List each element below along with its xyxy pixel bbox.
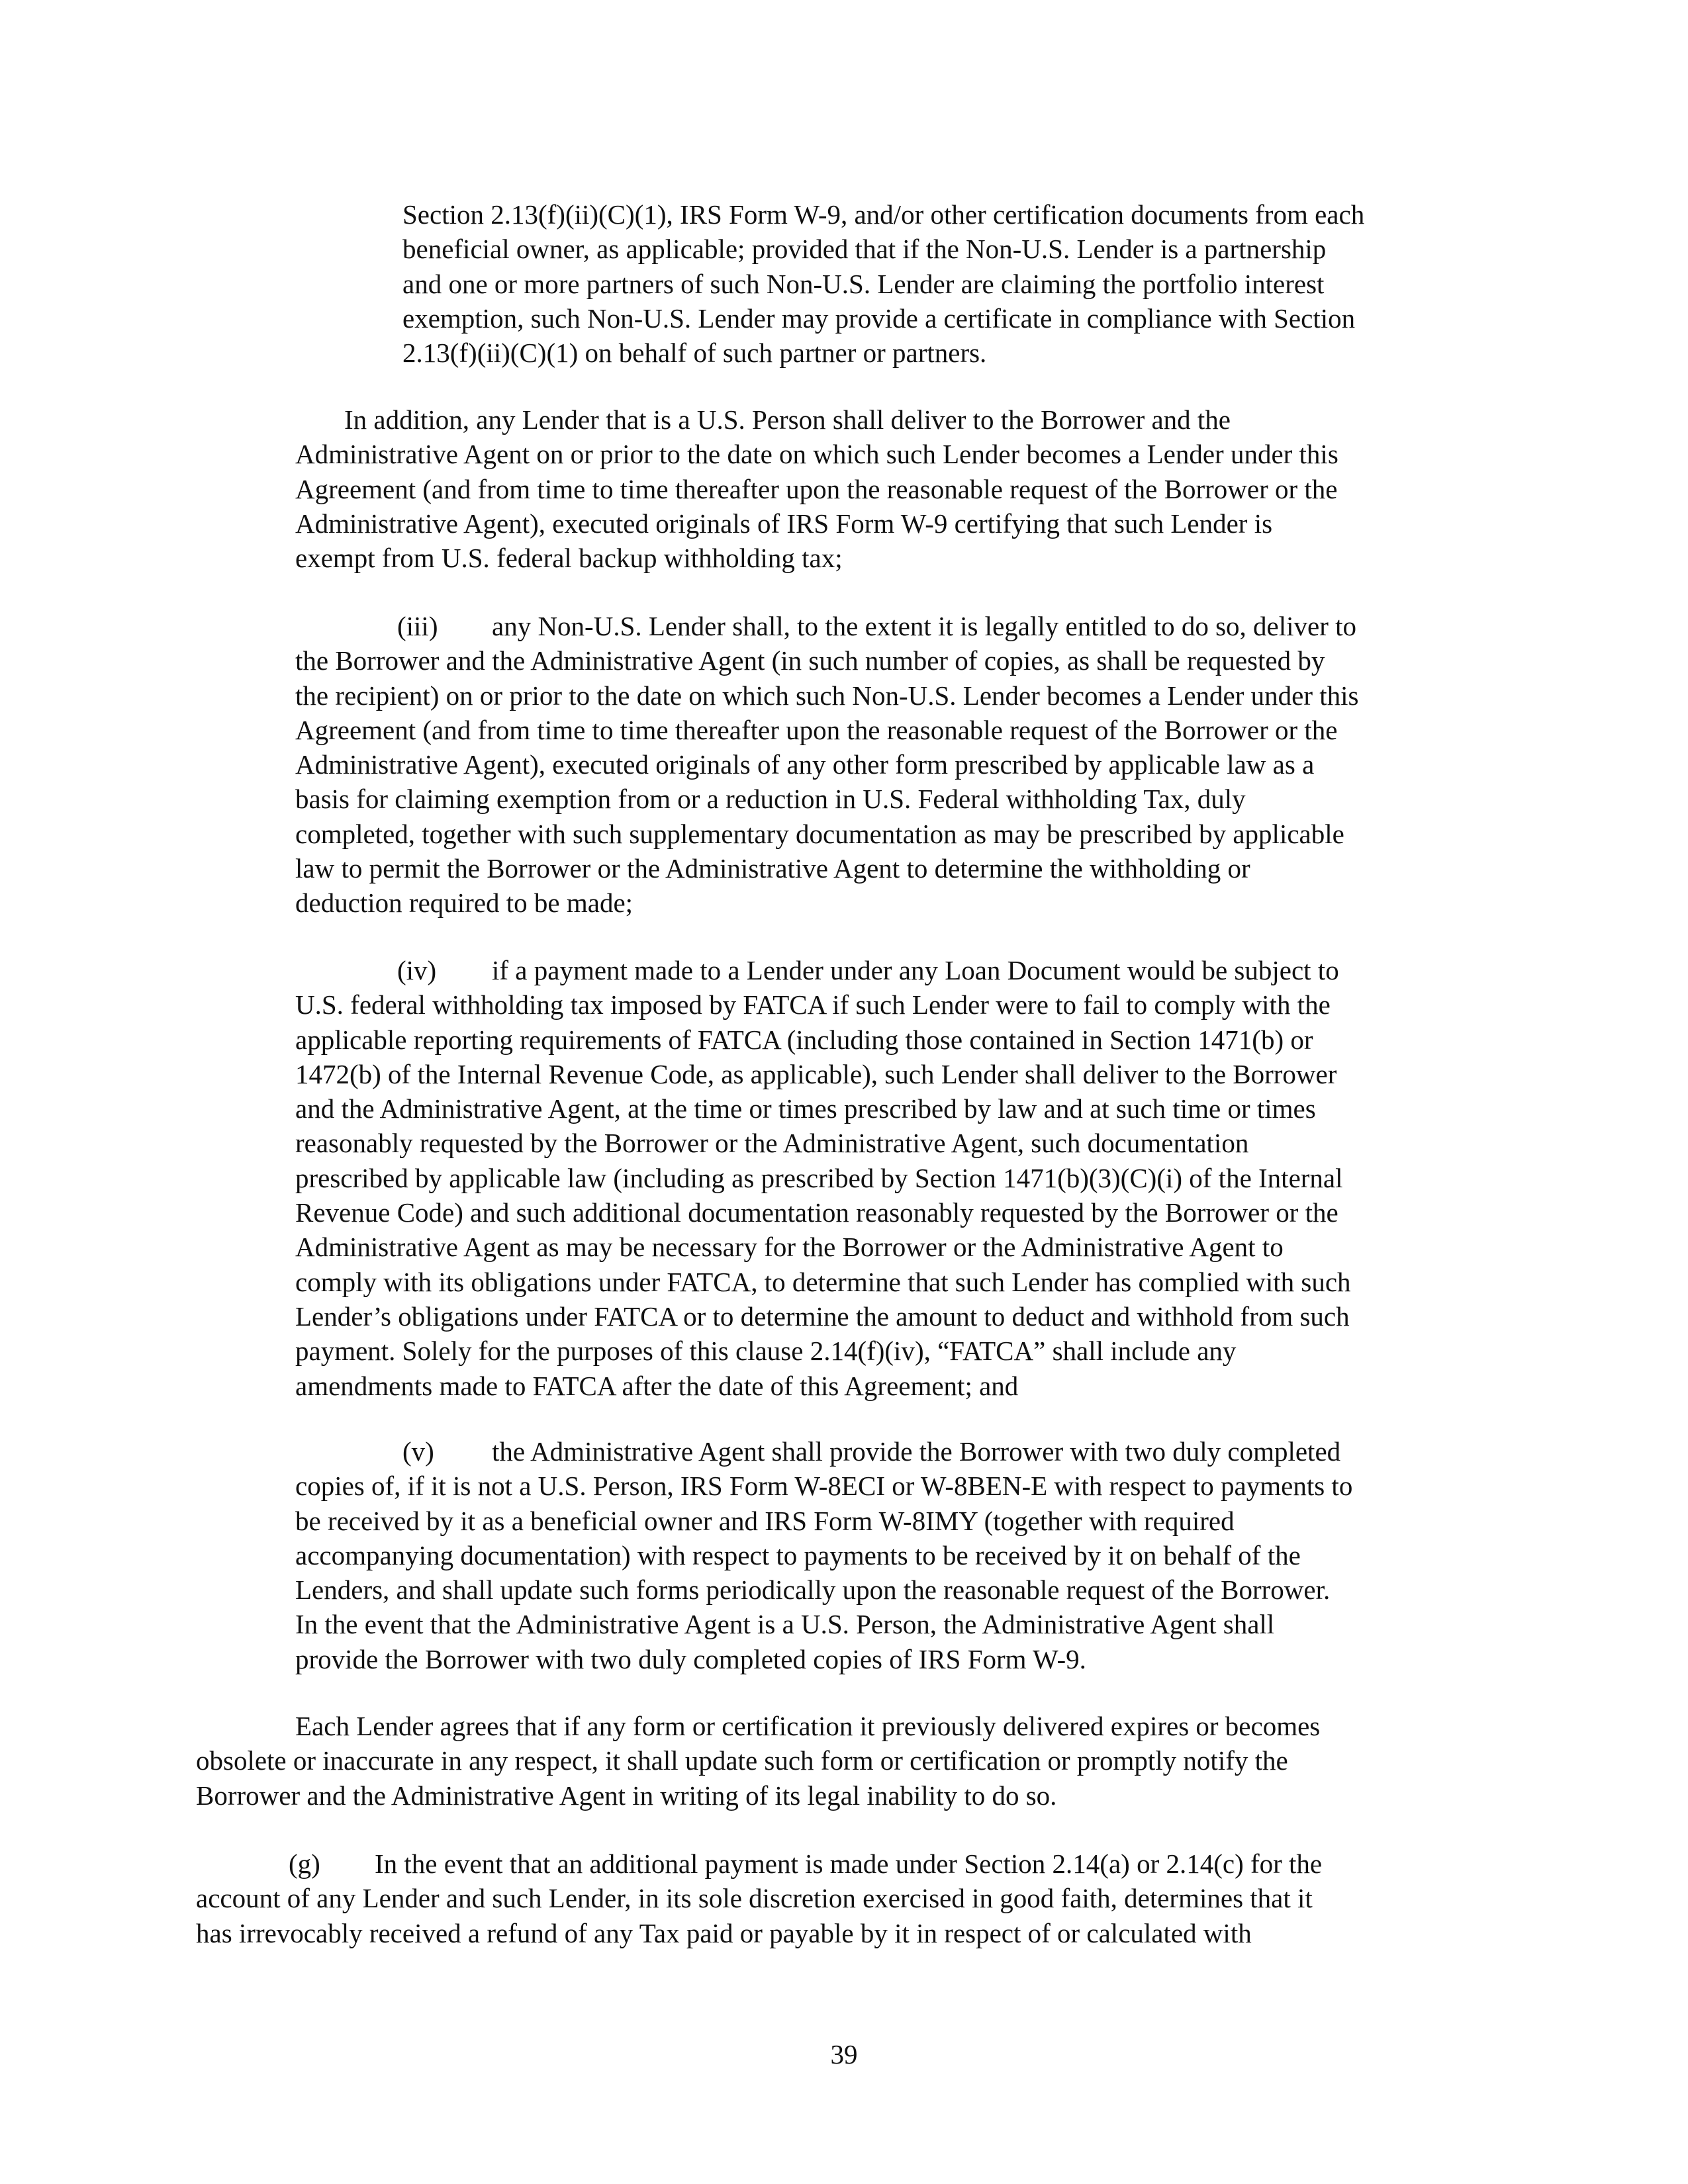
text-line: Administrative Agent on or prior to the date on which such Lender becomes a Lender under this xyxy=(295,439,1338,470)
text-line: be received by it as a beneficial owner and IRS Form W-8IMY (together with required xyxy=(295,1505,1235,1536)
text-line: copies of, if it is not a U.S. Person, IRS Form W-8ECI or W-8BEN-E with respect to payments to xyxy=(295,1471,1353,1502)
text-line: Administrative Agent), executed originals of IRS Form W-9 certifying that such Lender is xyxy=(295,508,1273,539)
clause-text: the Administrative Agent shall provide the Borrower with two duly completed xyxy=(492,1436,1341,1467)
text-line: In addition, any Lender that is a U.S. Person shall deliver to the Borrower and the xyxy=(344,404,1231,435)
text-line: Lenders, and shall update such forms periodically upon the reasonable request of the Borrower. xyxy=(295,1574,1331,1606)
text-line: Administrative Agent as may be necessary for the Borrower or the Administrative Agent to xyxy=(295,1232,1284,1263)
text-line: Section 2.13(f)(ii)(C)(1), IRS Form W-9, and/or other certification documents from each xyxy=(402,199,1365,230)
paragraph-continuation xyxy=(402,197,1364,370)
page-number: 39 xyxy=(830,2039,858,2070)
clause-text: if a payment made to a Lender under any Loan Document would be subject to xyxy=(492,955,1339,985)
clause-v xyxy=(295,1434,1352,1676)
text-line: 1472(b) of the Internal Revenue Code, as applicable), such Lender shall deliver to the Borrower xyxy=(295,1058,1337,1089)
text-line: amendments made to FATCA after the date of this Agreement; and xyxy=(295,1370,1019,1401)
text-line: Administrative Agent), executed originals of any other form prescribed by applicable law as a xyxy=(295,749,1315,780)
text-line: Borrower and the Administrative Agent in writing of its legal inability to do so. xyxy=(196,1780,1057,1811)
text-line: beneficial owner, as applicable; provided that if the Non-U.S. Lender is a partnership xyxy=(402,234,1327,265)
clause-text: In the event that an additional payment is made under Section 2.14(a) or 2.14(c) for the xyxy=(375,1848,1323,1879)
text-line: comply with its obligations under FATCA, to determine that such Lender has complied with such xyxy=(295,1266,1351,1297)
clause-iii xyxy=(295,609,1358,921)
text-line: applicable reporting requirements of FATCA (including those contained in Section 1471(b) or xyxy=(295,1024,1313,1055)
clause-number: (iii) xyxy=(397,611,438,641)
text-line: Agreement (and from time to time thereafter upon the reasonable request of the Borrower or the xyxy=(295,473,1338,504)
text-line: deduction required to be made; xyxy=(295,887,633,919)
clause-number: (g) xyxy=(289,1848,320,1879)
clause-number: (v) xyxy=(402,1436,434,1467)
text-line: Lender’s obligations under FATCA or to determine the amount to deduct and withhold from such xyxy=(295,1300,1350,1332)
text-line: 2.13(f)(ii)(C)(1) on behalf of such partner or partners. xyxy=(402,338,987,369)
text-line: prescribed by applicable law (including as prescribed by Section 1471(b)(3)(C)(i) of the Internal xyxy=(295,1162,1343,1193)
text-line: Each Lender agrees that if any form or certification it previously delivered expires or becomes xyxy=(295,1711,1321,1741)
text-line: Revenue Code) and such additional documentation reasonably requested by the Borrower or the xyxy=(295,1197,1338,1228)
text-line: the Borrower and the Administrative Agent (in such number of copies, as shall be requested by xyxy=(295,645,1325,676)
clause-number: (iv) xyxy=(397,955,437,985)
clause-g xyxy=(196,1846,1322,1950)
text-line: exempt from U.S. federal backup withholding tax; xyxy=(295,543,843,574)
text-line: payment. Solely for the purposes of this clause 2.14(f)(iv), “FATCA” shall include any xyxy=(295,1336,1237,1367)
text-line: exemption, such Non-U.S. Lender may provide a certificate in compliance with Section xyxy=(402,302,1356,334)
text-line xyxy=(295,953,1351,987)
text-line: and one or more partners of such Non-U.S. Lender are claiming the portfolio interest xyxy=(402,268,1325,299)
text-line: U.S. federal withholding tax imposed by FATCA if such Lender were to fail to comply with the xyxy=(295,989,1331,1021)
text-line: basis for claiming exemption from or a reduction in U.S. Federal withholding Tax, duly xyxy=(295,784,1246,815)
text-line: provide the Borrower with two duly completed copies of IRS Form W-9. xyxy=(295,1643,1086,1674)
text-line: and the Administrative Agent, at the time or times prescribed by law and at such time or times xyxy=(295,1093,1316,1124)
text-line xyxy=(196,1846,1322,1881)
clause-iv xyxy=(295,953,1351,1403)
text-line: has irrevocably received a refund of any Tax paid or payable by it in respect of or calculated with xyxy=(196,1917,1252,1948)
text-line: account of any Lender and such Lender, in its sole discretion exercised in good faith, determines that it xyxy=(196,1883,1313,1914)
text-line: obsolete or inaccurate in any respect, it shall update such form or certification or promptly notify the xyxy=(196,1745,1288,1776)
text-line: reasonably requested by the Borrower or the Administrative Agent, such documentation xyxy=(295,1128,1249,1159)
paragraph-each-lender xyxy=(196,1709,1320,1813)
text-line: In the event that the Administrative Agent is a U.S. Person, the Administrative Agent shall xyxy=(295,1609,1275,1640)
text-line: law to permit the Borrower or the Administrative Agent to determine the withholding or xyxy=(295,853,1250,884)
text-line: the recipient) on or prior to the date on which such Non-U.S. Lender becomes a Lender under this xyxy=(295,680,1359,711)
text-line xyxy=(295,609,1358,643)
clause-text: any Non-U.S. Lender shall, to the extent it is legally entitled to do so, deliver to xyxy=(492,611,1357,641)
text-line xyxy=(295,1434,1352,1469)
paragraph-in-addition xyxy=(295,402,1338,575)
text-line: accompanying documentation) with respect to payments to be received by it on behalf of the xyxy=(295,1539,1301,1570)
text-line: Agreement (and from time to time thereafter upon the reasonable request of the Borrower or the xyxy=(295,714,1338,745)
text-line: completed, together with such supplementary documentation as may be prescribed by applicable xyxy=(295,818,1344,849)
